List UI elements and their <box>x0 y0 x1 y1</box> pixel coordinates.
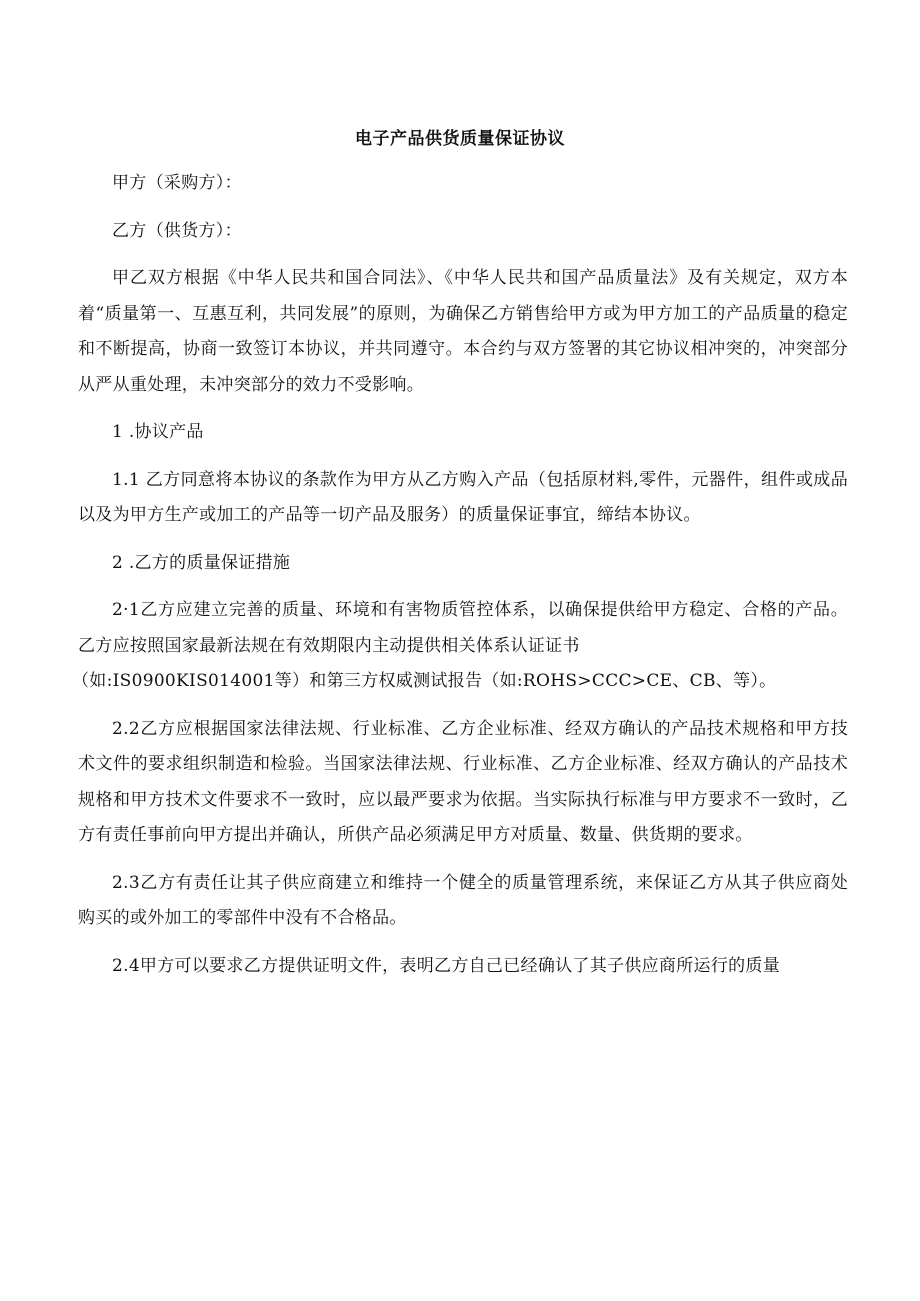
section-2-heading: 2 .乙方的质量保证措施 <box>112 552 291 573</box>
clause-2-1-continued: （如:IS0900KIS014001等）和第三方权威测试报告（如:ROHS>CCC>CE、CB、等）。 <box>72 671 777 691</box>
clause-1-1: 1.1 乙方同意将本协议的条款作为甲方从乙方购入产品（包括原材料,零件，元器件，组件或成品以及为甲方生产或加工的产品等一切产品及服务）的质量保证事宜，缔结本协议。 <box>78 469 848 525</box>
clause-2-2: 2.2乙方应根据国家法律法规、行业标准、乙方企业标准、经双方确认的产品技术规格和甲方技术文件的要求组织制造和检验。当国家法律法规、行业标准、乙方企业标准、经双方确认的产品技术规格和甲方技术文件要求不一致时，应以最严要求为依据。当实际执行标准与甲方要求不一致时，乙方有责任事前向甲方提出并确认，所供产品必须满足甲方对质量、数量、供货期的要求。 <box>78 718 848 845</box>
section-1-heading: 1 .协议产品 <box>112 422 204 442</box>
preamble-paragraph: 甲乙双方根据《中华人民共和国合同法》、《中华人民共和国产品质量法》及有关规定，双方本着“质量第一、互惠互利，共同发展”的原则，为确保乙方销售给甲方或为甲方加工的产品质量的稳定和不断提高，协商一致签订本协议，并共同遵守。本合约与双方签署的其它协议相冲突的，冲突部分从严从重处理，未冲突部分的效力不受影响。 <box>78 268 848 395</box>
clause-2-3: 2.3乙方有责任让其子供应商建立和维持一个健全的质量管理系统，来保证乙方从其子供应商处购买的或外加工的零部件中没有不合格品。 <box>78 872 848 928</box>
clause-2-1: 2·1乙方应建立完善的质量、环境和有害物质管控体系，以确保提供给甲方稳定、合格的产品。乙方应按照国家最新法规在有效期限内主动提供相关体系认证证书 <box>78 600 848 656</box>
party-b-line: 乙方（供货方）： <box>112 220 242 241</box>
party-a-line: 甲方（采购方）： <box>112 173 242 193</box>
document-body <box>72 166 848 996</box>
clause-2-4: 2.4甲方可以要求乙方提供证明文件，表明乙方自己已经确认了其子供应商所运行的质量 <box>112 955 781 976</box>
document-title: 电子产品供货质量保证协议 <box>355 129 565 149</box>
